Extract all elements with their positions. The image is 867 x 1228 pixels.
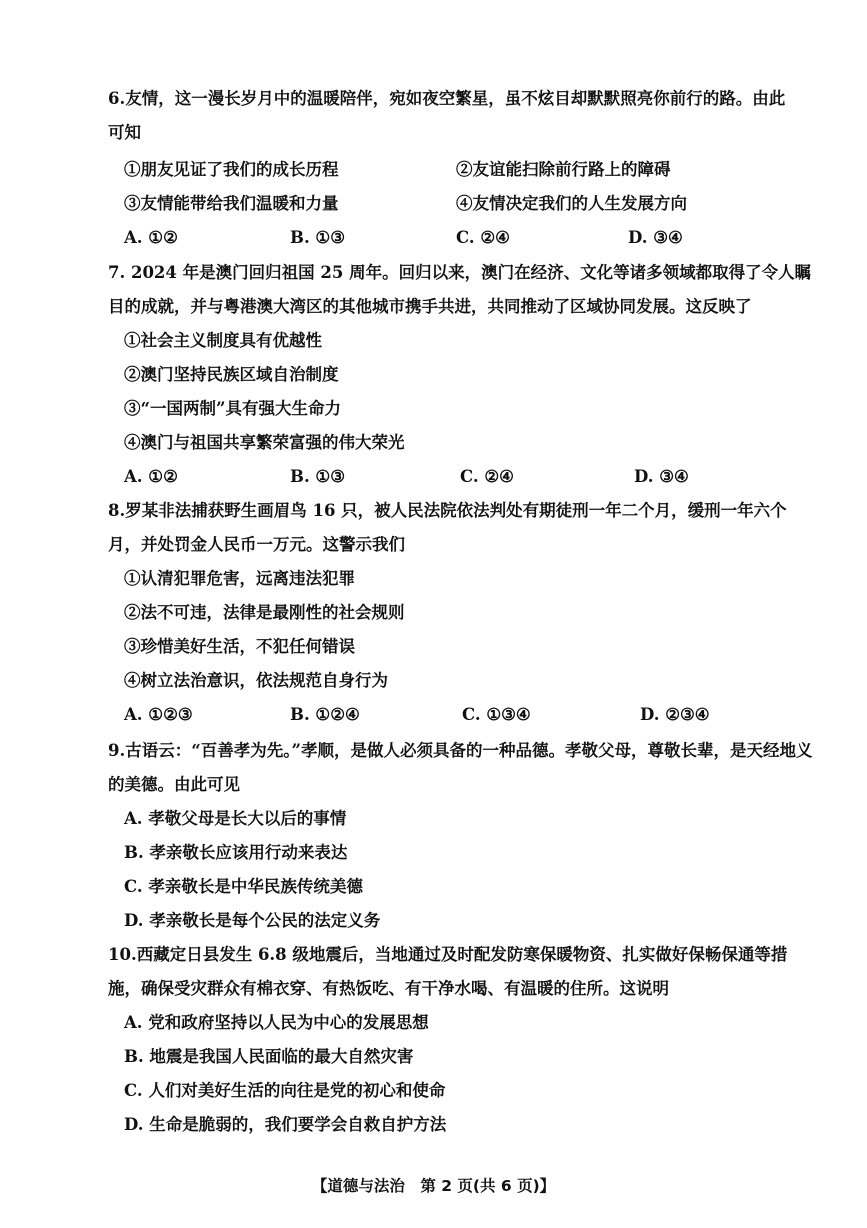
- q8-choice-d: D. ②③④: [640, 705, 710, 724]
- q9-stem-line-1: 9.古语云：“百善孝为先。”孝顺，是做人必须具备的一种品德。孝敬父母，尊敬长辈，是天经地义: [108, 741, 813, 760]
- q8-statement-3: ③珍惜美好生活，不犯任何错误: [124, 637, 355, 656]
- q8-statement-1: ①认清犯罪危害，远离违法犯罪: [124, 569, 355, 588]
- q8-choice-c: C. ①③④: [462, 705, 531, 724]
- q6-choice-b: B. ①③: [290, 228, 346, 247]
- q6-statement-2: ②友谊能扫除前行路上的障碍: [456, 160, 671, 179]
- q10-option-a: A. 党和政府坚持以人民为中心的发展思想: [124, 1013, 429, 1032]
- q7-statement-1: ①社会主义制度具有优越性: [124, 331, 322, 350]
- q8-statement-2: ②法不可违，法律是最刚性的社会规则: [124, 603, 405, 622]
- q6-choice-a: A. ①②: [124, 228, 178, 247]
- q7-stem-line-1: 7. 2024 年是澳门回归祖国 25 周年。回归以来，澳门在经济、文化等诸多领域都取得了令人瞩: [108, 263, 812, 282]
- q6-choice-d: D. ③④: [628, 228, 683, 247]
- q9-option-b: B. 孝亲敬长应该用行动来表达: [124, 843, 348, 862]
- q8-stem-line-1: 8.罗某非法捕获野生画眉鸟 16 只，被人民法院依法判处有期徒刑一年二个月，缓刑一年六个: [108, 501, 787, 520]
- q9-option-c: C. 孝亲敬长是中华民族传统美德: [124, 877, 363, 896]
- q6-stem-line-1: 6.友情，这一漫长岁月中的温暖陪伴，宛如夜空繁星，虽不炫目却默默照亮你前行的路。由此: [108, 89, 786, 108]
- q8-statement-4: ④树立法治意识，依法规范自身行为: [124, 671, 388, 690]
- q7-choice-a: A. ①②: [124, 467, 178, 486]
- q9-option-a: A. 孝敬父母是长大以后的事情: [124, 809, 347, 828]
- q7-stem-line-2: 目的成就，并与粤港澳大湾区的其他城市携手共进，共同推动了区域协同发展。这反映了: [108, 297, 752, 316]
- q7-statement-3: ③“一国两制”具有强大生命力: [124, 399, 341, 418]
- q7-choice-d: D. ③④: [634, 467, 689, 486]
- q10-option-c: C. 人们对美好生活的向往是党的初心和使命: [124, 1081, 446, 1100]
- q7-statement-4: ④澳门与祖国共享繁荣富强的伟大荣光: [124, 433, 405, 452]
- q10-option-d: D. 生命是脆弱的，我们要学会自救自护方法: [124, 1115, 447, 1134]
- q6-statement-4: ④友情决定我们的人生发展方向: [456, 194, 687, 213]
- q7-statement-2: ②澳门坚持民族区域自治制度: [124, 365, 339, 384]
- q6-choice-c: C. ②④: [456, 228, 510, 247]
- q8-choice-a: A. ①②③: [124, 705, 193, 724]
- q10-option-b: B. 地震是我国人民面临的最大自然灾害: [124, 1047, 414, 1066]
- q9-stem-line-2: 的美德。由此可见: [108, 775, 240, 794]
- q6-statement-3: ③友情能带给我们温暖和力量: [124, 194, 339, 213]
- q8-stem-line-2: 月，并处罚金人民币一万元。这警示我们: [108, 535, 405, 554]
- q10-stem-line-1: 10.西藏定日县发生 6.8 级地震后，当地通过及时配发防寒保暖物资、扎实做好保畅保通等措: [108, 945, 788, 964]
- q9-option-d: D. 孝亲敬长是每个公民的法定义务: [124, 911, 381, 930]
- q6-statement-1: ①朋友见证了我们的成长历程: [124, 160, 339, 179]
- q8-choice-b: B. ①②④: [290, 705, 360, 724]
- q6-stem-line-2: 可知: [108, 123, 141, 142]
- q7-choice-c: C. ②④: [460, 467, 514, 486]
- page-footer: 【道德与法治 第 2 页(共 6 页)】: [311, 1177, 556, 1195]
- q7-choice-b: B. ①③: [290, 467, 346, 486]
- q10-stem-line-2: 施，确保受灾群众有棉衣穿、有热饭吃、有干净水喝、有温暖的住所。这说明: [108, 979, 669, 998]
